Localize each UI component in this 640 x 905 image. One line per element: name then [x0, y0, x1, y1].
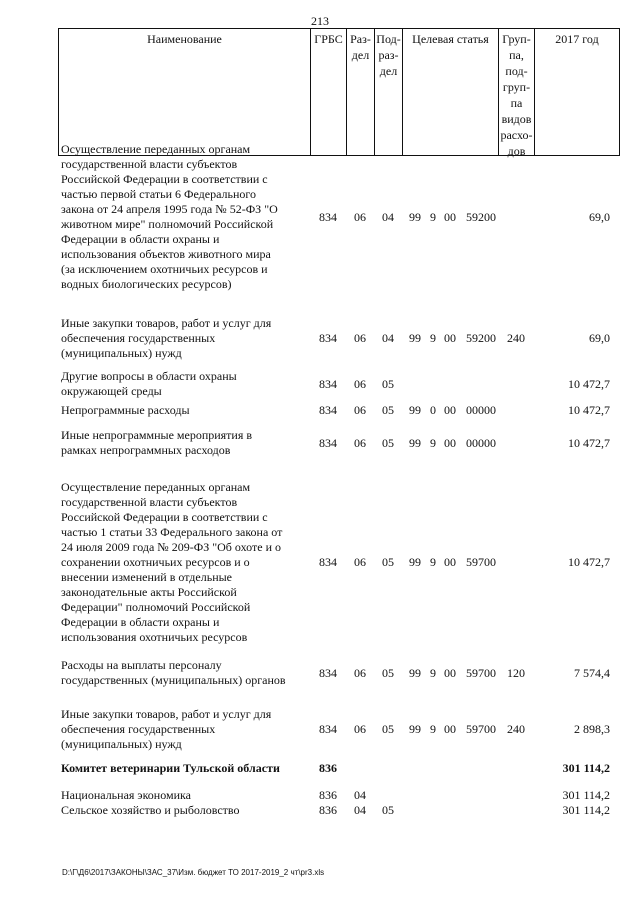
- row-cell-pr: 04: [382, 210, 394, 224]
- row-cell-grbs: 834: [319, 666, 337, 680]
- row-cell-t2: 9: [430, 331, 436, 345]
- row-name: Непрограммные расходы: [61, 403, 190, 417]
- table-row: [58, 788, 620, 803]
- row-cell-t3: 00: [444, 436, 456, 450]
- row-cell-rz: 06: [354, 377, 366, 391]
- row-cell-t4: 59700: [466, 722, 496, 736]
- header-year-2017: 2017 год: [555, 32, 599, 46]
- row-cell-rz: 06: [354, 210, 366, 224]
- row-cell-pr: 05: [382, 403, 394, 417]
- table-row: [58, 142, 620, 292]
- row-cell-grbs: 836: [319, 788, 337, 802]
- row-cell-t1: 99: [409, 403, 421, 417]
- row-name: Другие вопросы в области охраны окружающей среды: [61, 369, 237, 398]
- header-podrazdel: Под- раз- дел: [375, 29, 403, 155]
- row-cell-t4: 59200: [466, 210, 496, 224]
- row-cell-t4: 00000: [466, 403, 496, 417]
- header-target-article: Целевая статья: [403, 29, 499, 155]
- row-sum: 10 472,7: [568, 403, 610, 417]
- row-cell-t2: 9: [430, 555, 436, 569]
- row-cell-t2: 9: [430, 210, 436, 224]
- budget-table: [58, 28, 620, 817]
- row-cell-t2: 9: [430, 436, 436, 450]
- row-cell-t1: 99: [409, 555, 421, 569]
- row-cell-t3: 00: [444, 555, 456, 569]
- row-cell-rz: 06: [354, 331, 366, 345]
- row-sum: 69,0: [589, 210, 610, 224]
- row-sum: 7 574,4: [574, 666, 610, 680]
- row-cell-t4: 59700: [466, 666, 496, 680]
- row-sum: 301 114,2: [562, 761, 610, 775]
- row-cell-grbs: 834: [319, 403, 337, 417]
- row-sum: 301 114,2: [562, 788, 610, 802]
- table-row: [58, 316, 620, 361]
- row-cell-t4: 59200: [466, 331, 496, 345]
- header-grbs: ГРБС: [311, 29, 347, 155]
- row-cell-rz: 06: [354, 666, 366, 680]
- header-name: Наименование: [59, 29, 311, 155]
- row-cell-t1: 99: [409, 436, 421, 450]
- row-cell-grbs: 834: [319, 555, 337, 569]
- row-name: Иные закупки товаров, работ и услуг для обеспечения государственных (муниципальных) нужд: [61, 316, 272, 360]
- table-row: [58, 428, 620, 458]
- row-sum: 2 898,3: [574, 722, 610, 736]
- row-cell-pr: 05: [382, 666, 394, 680]
- row-cell-pr: 05: [382, 555, 394, 569]
- row-name: Осуществление переданных органам государственной власти субъектов Российской Федерации в соответствии с частью первой статьи 6 Федерального закона от 24 апреля 1995 года № 52-ФЗ "О животном мире" полномочий Российской Федерации в области охраны и использования объектов животного мира (за исключением охотничьих ресурсов и водных биологических ресурсов): [61, 142, 278, 291]
- row-name: Осуществление переданных органам государственной власти субъектов Российской Федерации в соответствии с частью 1 статьи 33 Федерального закона от 24 июля 2009 года № 209-ФЗ "Об охоте и о сохранении охотничьих ресурсов и о внесении изменений в отдельные законодательные акты Российской Федерации" полномочий Российской Федерации в области охраны и использования охотничьих ресурсов: [61, 480, 283, 644]
- table-row: [58, 761, 620, 776]
- row-cell-t1: 99: [409, 331, 421, 345]
- row-cell-vr: 240: [507, 331, 525, 345]
- table-row: [58, 707, 620, 752]
- row-cell-t1: 99: [409, 666, 421, 680]
- row-cell-t2: 0: [430, 403, 436, 417]
- row-cell-vr: 120: [507, 666, 525, 680]
- row-cell-grbs: 834: [319, 377, 337, 391]
- row-cell-rz: 06: [354, 403, 366, 417]
- table-row: [58, 803, 620, 818]
- page-number: 213: [311, 14, 329, 28]
- row-cell-grbs: 836: [319, 761, 337, 775]
- row-cell-t3: 00: [444, 722, 456, 736]
- row-name: Национальная экономика: [61, 788, 191, 802]
- row-cell-rz: 04: [354, 788, 366, 802]
- row-sum: 69,0: [589, 331, 610, 345]
- row-sum: 10 472,7: [568, 436, 610, 450]
- row-name: Иные непрограммные мероприятия в рамках непрограммных расходов: [61, 428, 253, 457]
- row-sum: 301 114,2: [562, 803, 610, 817]
- row-sum: 10 472,7: [568, 555, 610, 569]
- row-cell-grbs: 834: [319, 331, 337, 345]
- row-name: Расходы на выплаты персоналу государственных (муниципальных) органов: [61, 658, 286, 687]
- row-cell-rz: 06: [354, 555, 366, 569]
- table-row: [58, 480, 620, 645]
- table-row: [58, 403, 620, 418]
- row-cell-t2: 9: [430, 666, 436, 680]
- table-row: [58, 658, 620, 688]
- row-cell-rz: 06: [354, 436, 366, 450]
- row-cell-pr: 05: [382, 722, 394, 736]
- row-cell-grbs: 834: [319, 722, 337, 736]
- row-cell-t1: 99: [409, 722, 421, 736]
- row-cell-t2: 9: [430, 722, 436, 736]
- row-name: Комитет ветеринарии Тульской области: [61, 761, 280, 775]
- row-cell-t3: 00: [444, 210, 456, 224]
- header-razdel: Раз- дел: [347, 29, 375, 155]
- row-cell-pr: 05: [382, 436, 394, 450]
- row-cell-grbs: 834: [319, 436, 337, 450]
- row-name: Иные закупки товаров, работ и услуг для обеспечения государственных (муниципальных) нужд: [61, 707, 272, 751]
- row-cell-t3: 00: [444, 403, 456, 417]
- row-cell-pr: 05: [382, 803, 394, 817]
- row-cell-grbs: 836: [319, 803, 337, 817]
- header-expense-group: Груп- па, под- груп- па видов расхо- дов: [499, 29, 535, 155]
- row-cell-rz: 04: [354, 803, 366, 817]
- row-cell-t4: 00000: [466, 436, 496, 450]
- row-cell-vr: 240: [507, 722, 525, 736]
- row-name: Сельское хозяйство и рыболовство: [61, 803, 240, 817]
- table-row: [58, 369, 620, 399]
- row-sum: 10 472,7: [568, 377, 610, 391]
- row-cell-rz: 06: [354, 722, 366, 736]
- row-cell-t3: 00: [444, 666, 456, 680]
- row-cell-t3: 00: [444, 331, 456, 345]
- table-header: [58, 28, 620, 156]
- row-cell-grbs: 834: [319, 210, 337, 224]
- row-cell-pr: 05: [382, 377, 394, 391]
- row-cell-pr: 04: [382, 331, 394, 345]
- row-cell-t4: 59700: [466, 555, 496, 569]
- file-path: D:\Г\Д6\2017\ЗАКОНЫ\ЗАС_37\Изм. бюджет ТО 2017-2019_2 чт\pr3.xls: [62, 868, 325, 877]
- row-cell-t1: 99: [409, 210, 421, 224]
